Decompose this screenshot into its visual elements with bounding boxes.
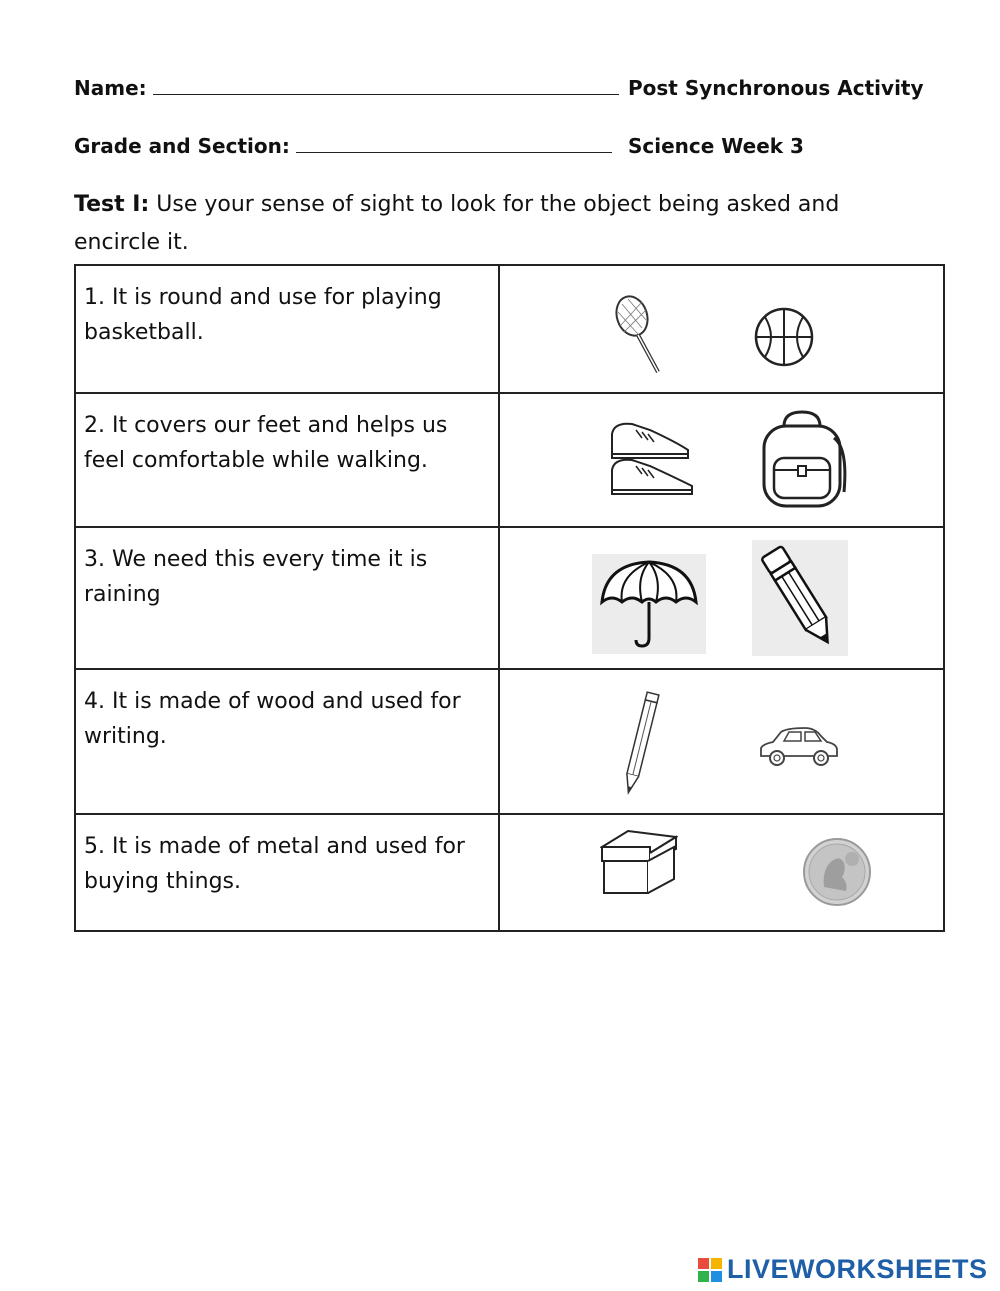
pencil-icon[interactable] bbox=[618, 690, 662, 802]
question-row-3 bbox=[75, 527, 944, 669]
question-2-text: 2. It covers our feet and helps us feel comfortable while walking. bbox=[75, 393, 499, 527]
name-field bbox=[74, 76, 619, 100]
grade-section-field bbox=[74, 134, 612, 158]
instructions-text: Use your sense of sight to look for the object being asked and encircle it. bbox=[74, 192, 840, 255]
name-label: Name: bbox=[74, 76, 147, 100]
question-3-text: 3. We need this every time it is raining bbox=[75, 527, 499, 669]
question-3-choices bbox=[499, 527, 944, 669]
backpack-icon[interactable] bbox=[754, 408, 852, 512]
question-row-4 bbox=[75, 669, 944, 814]
car-icon[interactable] bbox=[757, 726, 841, 770]
basketball-icon[interactable] bbox=[753, 306, 815, 368]
activity-title: Post Synchronous Activity bbox=[628, 76, 924, 100]
logo-block-1 bbox=[698, 1258, 709, 1269]
logo-block-2 bbox=[711, 1258, 722, 1269]
question-1-choices bbox=[499, 265, 944, 393]
logo-wordmark: LIVEWORKSHEETS bbox=[727, 1254, 988, 1284]
name-blank-line[interactable] bbox=[153, 76, 619, 95]
logo-block-4 bbox=[711, 1271, 722, 1282]
liveworksheets-logo bbox=[698, 1254, 988, 1285]
grade-label: Grade and Section: bbox=[74, 134, 290, 158]
question-row-2 bbox=[75, 393, 944, 527]
coin-icon[interactable] bbox=[802, 837, 872, 907]
grade-blank-line[interactable] bbox=[296, 134, 612, 153]
shoes-icon[interactable] bbox=[606, 420, 698, 500]
question-2-choices bbox=[499, 393, 944, 527]
tennis-racket-icon[interactable] bbox=[608, 294, 678, 380]
umbrella-icon[interactable] bbox=[592, 554, 706, 654]
logo-blocks-icon bbox=[698, 1258, 722, 1282]
question-4-text: 4. It is made of wood and used for writing. bbox=[75, 669, 499, 814]
logo-block-3 bbox=[698, 1271, 709, 1282]
box-icon[interactable] bbox=[600, 829, 678, 895]
instructions bbox=[74, 186, 904, 262]
week-title: Science Week 3 bbox=[628, 134, 804, 158]
question-5-text: 5. It is made of metal and used for buying things. bbox=[75, 814, 499, 931]
question-5-choices bbox=[499, 814, 944, 931]
question-row-1 bbox=[75, 265, 944, 393]
question-1-text: 1. It is round and use for playing basketball. bbox=[75, 265, 499, 393]
question-table bbox=[74, 264, 945, 932]
question-row-5 bbox=[75, 814, 944, 931]
test-label: Test I: bbox=[74, 192, 150, 217]
pencil-icon[interactable] bbox=[752, 540, 848, 656]
question-4-choices bbox=[499, 669, 944, 814]
